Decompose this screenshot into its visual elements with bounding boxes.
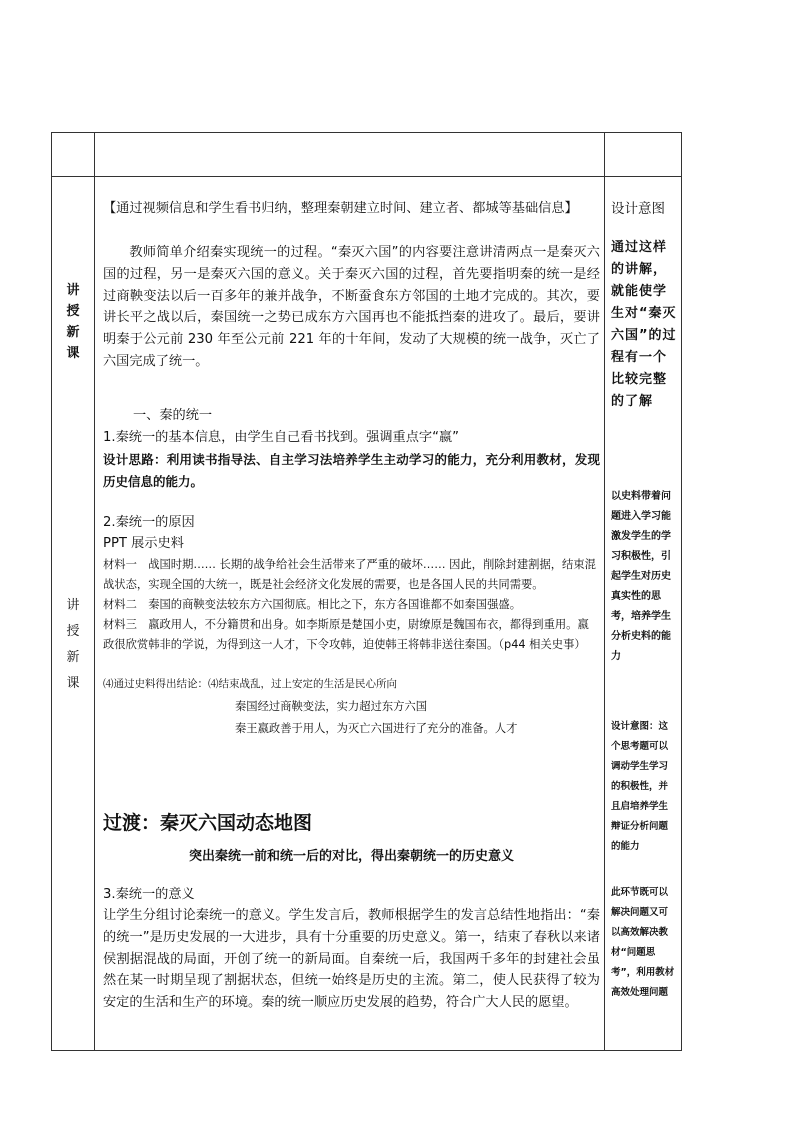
transition-heading: 过渡：秦灭六国动态地图 xyxy=(103,812,313,834)
empty-cell-side xyxy=(605,133,682,177)
side-note-4: 此环节既可以解决问题又可以高效解决教材“问题思考”，利用教材高效处理问题 xyxy=(611,887,675,998)
empty-cell-main xyxy=(95,133,605,177)
conclusion-3: 秦王嬴政善于用人，为灭亡六国进行了充分的准备。人才 xyxy=(235,722,518,735)
side-note-2: 以史料带着问题进入学习能激发学生的学习积极性，引起学生对历史真实性的思考，培养学生分析史料的能力 xyxy=(611,491,671,662)
intro-paragraph: 教师简单介绍秦实现统一的过程。“秦灭六国”的内容要注意讲清两点一是秦灭六国的过程，另一是秦灭六国的意义。关于秦灭六国的过程，首先要指明秦的统一是经过商鞅变法以后一百多年的兼并战争，不断蚕食东方邻国的土地才完成的。其次，要讲长平之战以后，秦国统一之势已成东方六国再也不能抵挡秦的进攻了。最后，要讲明秦于公元前 230 年至公元前 221 年的十年间，发动了大规模的统一战争，灭亡了六国完成了统一。 xyxy=(103,245,600,369)
side-note-1: 通过这样的讲解，就能使学生对“秦灭六国”的过程有一个比较完整的了解 xyxy=(611,240,677,409)
side-note-3: 设计意图：这个思考题可以调动学生学习的积极性，并且启培养学生辩证分析问题的能力 xyxy=(611,721,669,852)
lesson-table xyxy=(51,132,682,1051)
ppt-label: PPT 展示史料 xyxy=(103,536,184,551)
point-2: 2.秦统一的原因 xyxy=(103,515,195,530)
left-label-cell xyxy=(52,177,95,1051)
content-row xyxy=(52,177,682,1051)
intro-bracket: 【通过视频信息和学生看书归纳，整理秦朝建立时间、建立者、都城等基础信息】 xyxy=(103,201,578,216)
point-1: 1.秦统一的基本信息，由学生自己看书找到。强调重点字“嬴” xyxy=(103,430,459,445)
left-label-1: 讲授新课 xyxy=(66,283,80,361)
conclusion-lead: ⑷通过史料得出结论：⑷结束战乱，过上安定的生活是民心所向 xyxy=(103,678,397,690)
design-idea: 设计思路：利用读书指导法、自主学习法培养学生主动学习的能力，充分利用教材，发现历史信息的能力。 xyxy=(103,452,600,489)
left-label-2: 讲授新课 xyxy=(66,598,80,691)
contrast-line: 突出秦统一前和统一后的对比，得出秦朝统一的历史意义 xyxy=(188,849,514,864)
material-1: 材料一 战国时期…… 长期的战争给社会生活带来了严重的破坏…… 因此，削除封建割据，结束混战状态，实现全国的大统一，既是社会经济文化发展的需要，也是各国人民的共同需要。 xyxy=(103,558,596,591)
side-title: 设计意图 xyxy=(611,201,665,217)
conclusion-2: 秦国经过商鞅变法，实力超过东方六国 xyxy=(235,700,428,713)
side-notes-cell xyxy=(605,177,682,1051)
main-content-cell xyxy=(95,177,605,1051)
header-row xyxy=(52,133,682,177)
point-3: 3.秦统一的意义 xyxy=(103,887,195,902)
material-2: 材料二 秦国的商鞅变法较东方六国彻底。相比之下，东方各国谁都不如秦国强盛。 xyxy=(103,598,521,611)
material-3: 材料三 嬴政用人，不分籍贯和出身。如李斯原是楚国小吏，尉缭原是魏国布衣，都得到重用。嬴政很欣赏韩非的学说，为得到这一人才，下令攻韩，迫使韩王将韩非送往秦国。（p44 相关史事） xyxy=(103,618,589,651)
section-heading: 一、秦的统一 xyxy=(133,408,213,423)
empty-cell-left xyxy=(52,133,95,177)
significance-paragraph: 让学生分组讨论秦统一的意义。学生发言后，教师根据学生的发言总结性地指出：“秦的统一”是历史发展的一大进步，具有十分重要的历史意义。第一，结束了春秋以来诸侯割据混战的局面，开创了统一的新局面。自秦统一后，我国两千多年的封建社会虽然在某一时期呈现了割据状态，但统一始终是历史的主流。第二，使人民获得了较为安定的生活和生产的环境。秦的统一顺应历史发展的趋势，符合广大人民的愿望。 xyxy=(103,908,600,1011)
